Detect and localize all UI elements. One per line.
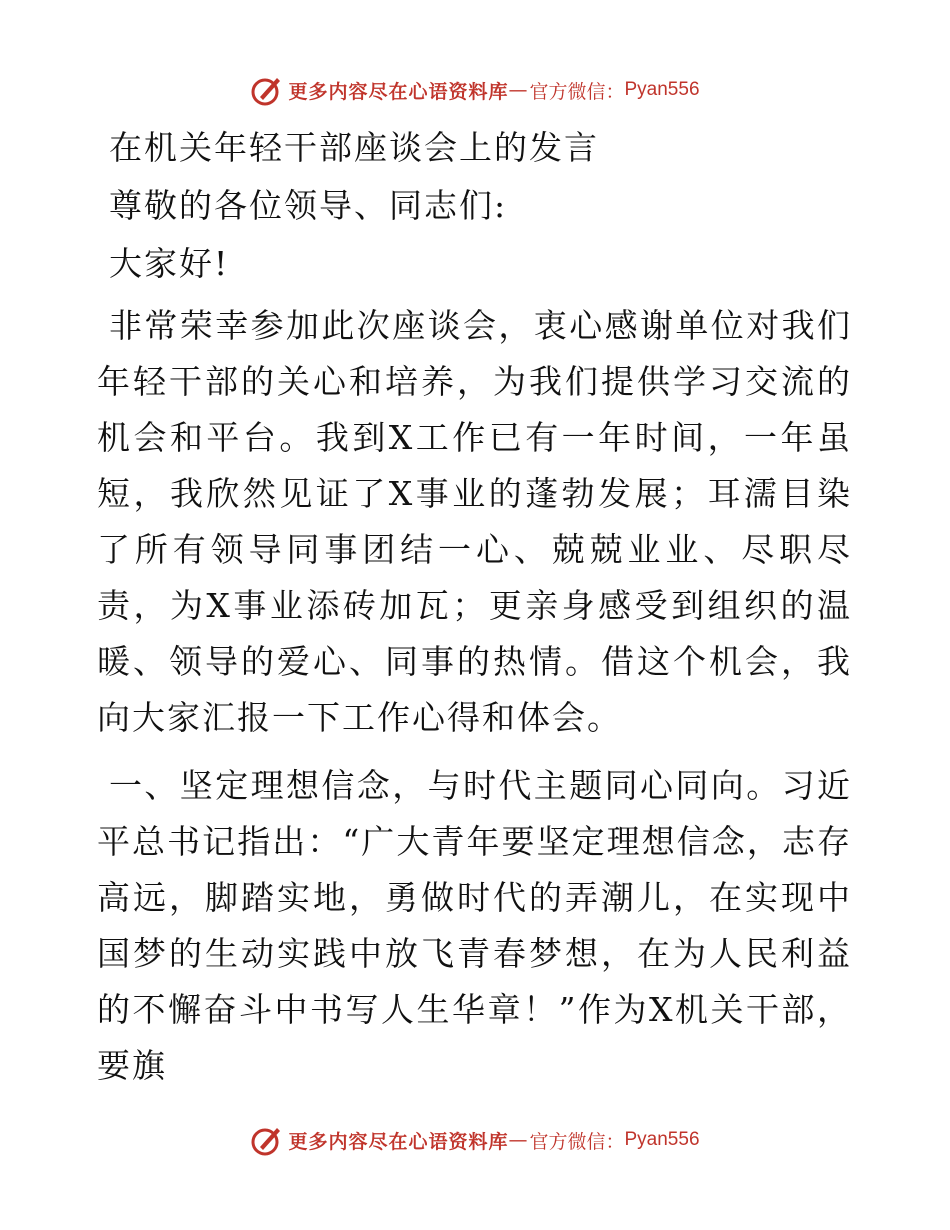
banner-text-left: 更多内容尽在心语资料库 (288, 1130, 509, 1153)
salutation: 尊敬的各位领导、同志们: (109, 186, 508, 225)
header-banner (0, 70, 950, 110)
feather-pen-circle-icon (250, 1123, 284, 1157)
document-body (97, 120, 852, 1094)
feather-pen-circle-icon (250, 73, 284, 107)
banner-text-left: 更多内容尽在心语资料库 (288, 80, 509, 103)
banner-wechat-id: Pyan556 (624, 1129, 700, 1150)
document-title: 在机关年轻干部座谈会上的发言 (109, 128, 599, 167)
banner-wechat-id: Pyan556 (624, 79, 700, 100)
greeting: 大家好! (109, 244, 230, 283)
banner-separator: — (508, 79, 528, 101)
paragraph-intro: 非常荣幸参加此次座谈会，衷心感谢单位对我们年轻干部的关心和培养，为我们提供学习交流的机会和平台。我到X工作已有一年时间，一年虽短，我欣然见证了X事业的蓬勃发展；耳濡目染了所有领导同事团结一心、兢兢业业、尽职尽责，为X事业添砖加瓦；更亲身感受到组织的温暖、领导的爱心、同事的热情。借这个机会，我向大家汇报一下工作心得和体会。 (97, 306, 852, 737)
banner-text-right: 官方微信： (529, 1130, 625, 1153)
paragraph-section-one: 一、坚定理想信念，与时代主题同心同向。习近平总书记指出：“广大青年要坚定理想信念，志存高远，脚踏实地，勇做时代的弄潮儿，在实现中国梦的生动实践中放飞青春梦想，在为人民利益的不懈奋斗中书写人生华章！”作为X机关干部，要旗 (97, 766, 852, 1085)
banner-text-right: 官方微信： (529, 80, 625, 103)
footer-banner (0, 1120, 950, 1160)
banner-separator: — (508, 1129, 528, 1151)
